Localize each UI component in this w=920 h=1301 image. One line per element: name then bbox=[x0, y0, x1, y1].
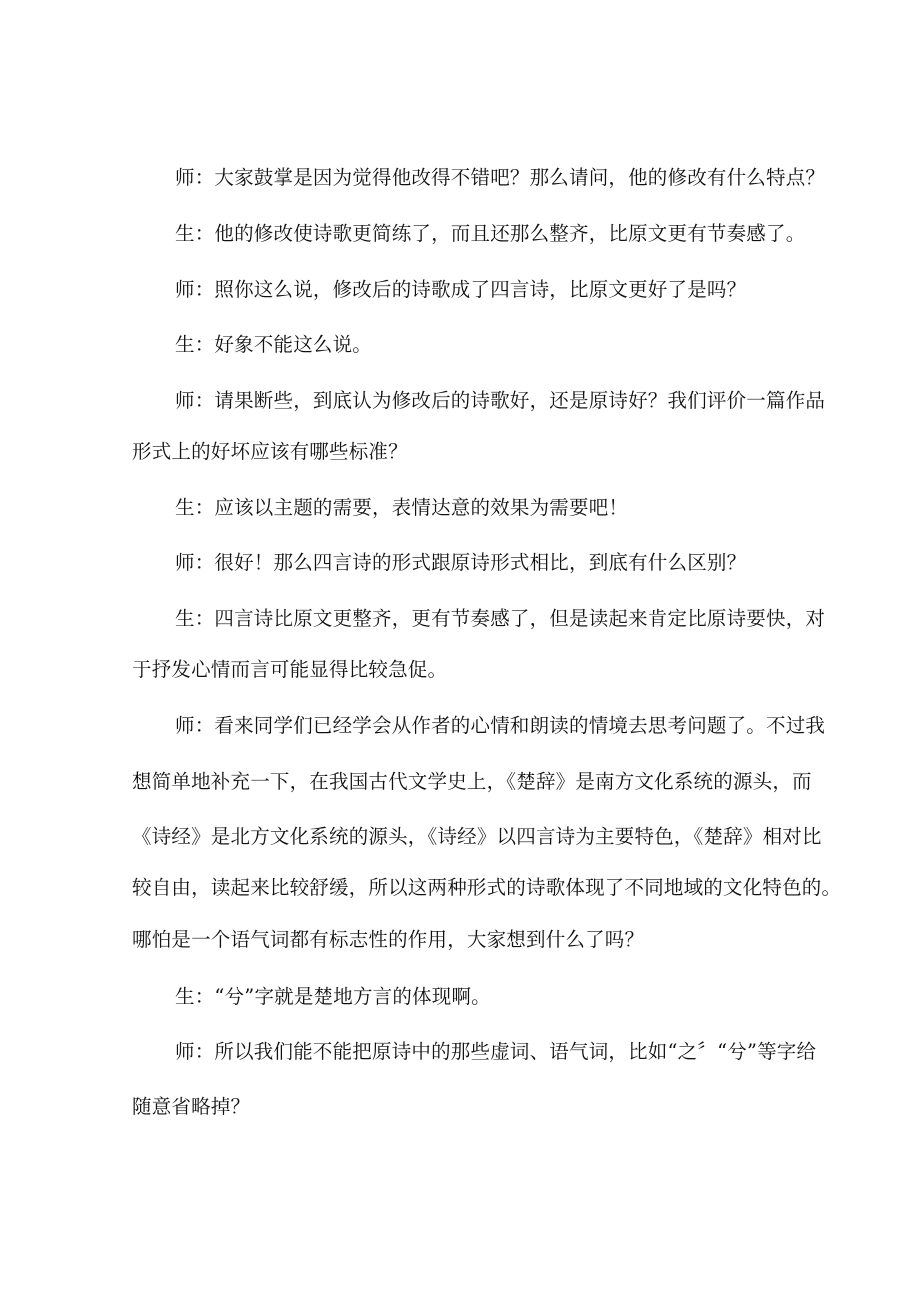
text-line bbox=[132, 656, 920, 684]
text-line bbox=[132, 926, 920, 954]
text-line-content: 师：请果断些，到底认为修改后的诗歌好，还是原诗好？我们评价一篇作品 bbox=[175, 389, 826, 412]
text-line-content: 师：所以我们能不能把原诗中的那些虚词、语气词，比如“之〞“兮”等字给 bbox=[175, 1040, 817, 1063]
text-line-content: 随意省略掉？ bbox=[132, 1095, 251, 1118]
text-line bbox=[175, 276, 920, 304]
text-line bbox=[175, 164, 920, 192]
text-line bbox=[175, 983, 920, 1011]
text-line-content: 生：应该以主题的需要，表情达意的效果为需要吧！ bbox=[175, 496, 629, 519]
text-line bbox=[175, 220, 920, 248]
text-line bbox=[132, 823, 920, 851]
text-line bbox=[175, 331, 920, 359]
text-line-content: 想简单地补充一下，在我国古代文学史上，《楚辞》是南方文化系统的源头，而 bbox=[132, 770, 812, 793]
text-line bbox=[175, 549, 920, 577]
text-line-content: 生：“兮”字就是楚地方言的体现啊。 bbox=[175, 985, 491, 1008]
text-line-content: 于抒发心情而言可能显得比较急促。 bbox=[132, 658, 448, 681]
text-line-content: 生：好象不能这么说。 bbox=[175, 333, 373, 356]
text-line bbox=[175, 605, 920, 633]
text-line bbox=[132, 1093, 920, 1121]
text-line-content: 哪怕是一个语气词都有标志性的作用，大家想到什么了吗？ bbox=[132, 928, 645, 951]
text-line-content: 较自由，读起来比较舒缓，所以这两种形式的诗歌体现了不同地域的文化特色的。 bbox=[132, 876, 842, 899]
text-line-content: 生：四言诗比原文更整齐，更有节奏感了，但是读起来肯定比原诗要快，对 bbox=[175, 607, 826, 630]
text-line bbox=[175, 494, 920, 522]
text-line-content: 师：看来同学们已经学会从作者的心情和朗读的情境去思考问题了。不过我 bbox=[175, 714, 826, 737]
text-line-content: 师：很好！那么四言诗的形式跟原诗形式相比，到底有什么区别？ bbox=[175, 551, 747, 574]
text-line bbox=[175, 1038, 920, 1066]
text-line bbox=[175, 387, 920, 415]
text-line-content: 形式上的好坏应该有哪些标准？ bbox=[132, 440, 408, 463]
text-line-content: 师：大家鼓掌是因为觉得他改得不错吧？那么请问，他的修改有什么特点？ bbox=[175, 166, 826, 189]
text-line bbox=[132, 768, 920, 796]
text-line bbox=[132, 438, 920, 466]
text-line-content: 《诗经》是北方文化系统的源头，《诗经》以四言诗为主要特色，《楚辞》相对比 bbox=[132, 825, 822, 848]
text-line bbox=[175, 712, 920, 740]
text-line-content: 师：照你这么说，修改后的诗歌成了四言诗，比原文更好了是吗？ bbox=[175, 278, 747, 301]
text-line-content: 生：他的修改使诗歌更简练了，而且还那么整齐，比原文更有节奏感了。 bbox=[175, 222, 806, 245]
text-line bbox=[132, 874, 920, 902]
